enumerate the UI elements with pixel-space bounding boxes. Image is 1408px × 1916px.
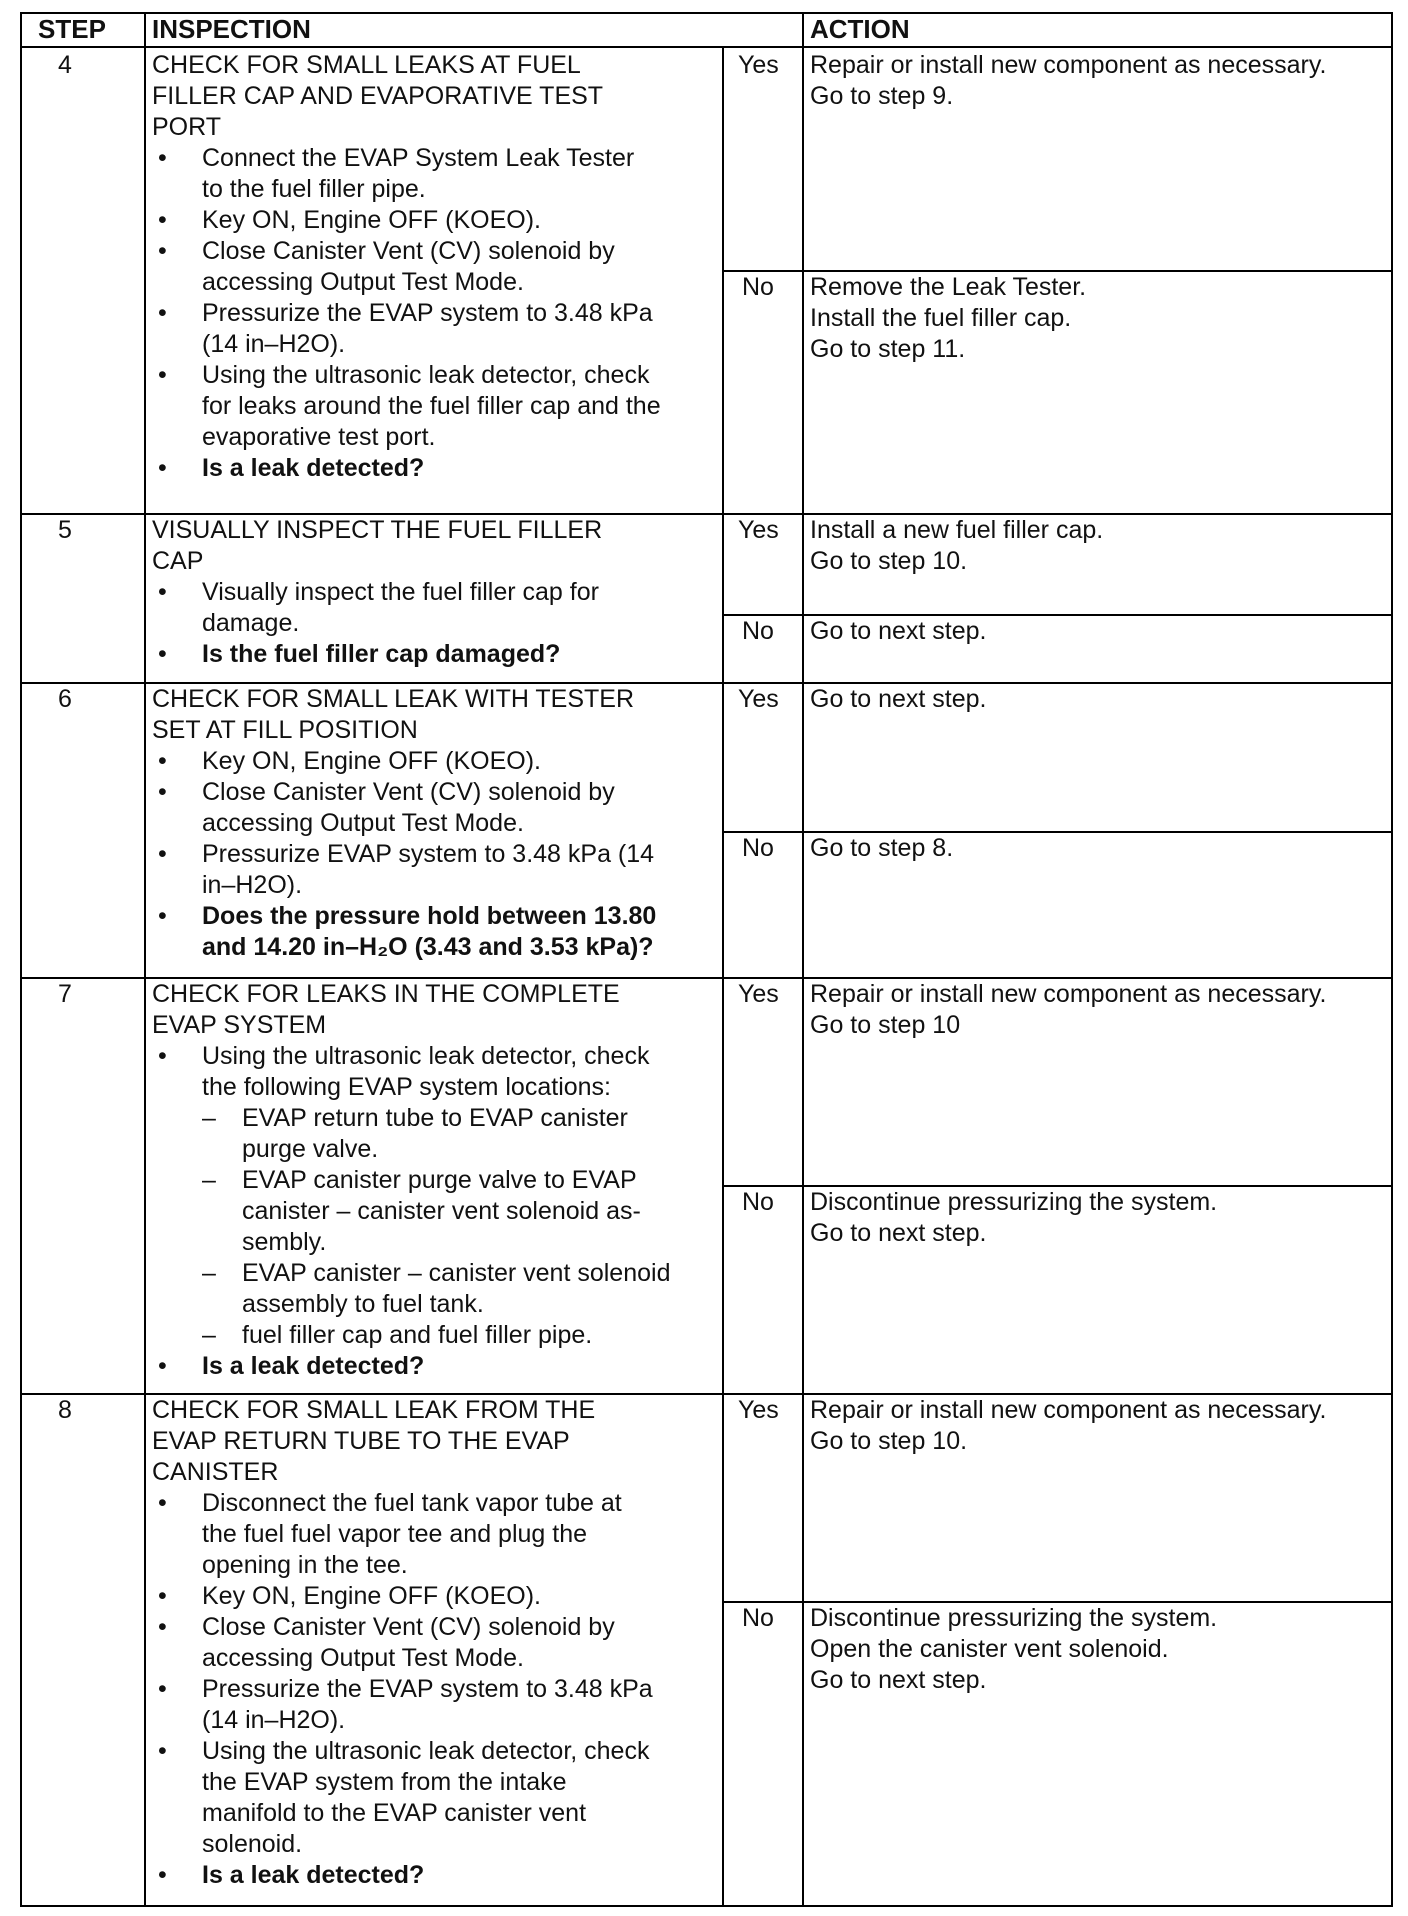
item-line: solenoid. xyxy=(202,1830,303,1858)
item-line: • Key ON, Engine OFF (KOEO). xyxy=(202,206,541,234)
yes-label: Yes xyxy=(738,51,779,79)
yes-label: Yes xyxy=(738,980,779,1008)
header-inspection: INSPECTION xyxy=(152,14,311,44)
no-action-line: Remove the Leak Tester. xyxy=(810,273,1087,301)
item-line: • Using the ultrasonic leak detector, check xyxy=(202,1042,650,1070)
item-line: accessing Output Test Mode. xyxy=(202,268,524,296)
step-title: EVAP SYSTEM xyxy=(152,1011,327,1039)
yes-label: Yes xyxy=(738,1396,779,1424)
bullet-item xyxy=(158,453,424,484)
bullet-item xyxy=(158,143,634,205)
bullet-item xyxy=(158,205,541,236)
item-line: evaporative test port. xyxy=(202,423,436,451)
bullet-item xyxy=(158,1674,653,1736)
step-number: 6 xyxy=(58,685,72,713)
item-line: and 14.20 in–H₂O (3.43 and 3.53 kPa)? xyxy=(202,933,654,961)
bullet-item xyxy=(158,901,656,963)
step-number: 7 xyxy=(58,980,72,1008)
yes-action-line: Repair or install new component as necessary. xyxy=(810,980,1327,1008)
no-label: No xyxy=(742,834,774,862)
item-line: the EVAP system from the intake xyxy=(202,1768,567,1796)
no-action-line: Go to step 11. xyxy=(810,335,966,363)
col-rule-yesno xyxy=(802,14,804,1905)
no-action-line: Go to next step. xyxy=(810,617,987,645)
item-line: – EVAP canister purge valve to EVAP xyxy=(242,1166,637,1194)
item-line: • Using the ultrasonic leak detector, check xyxy=(202,361,650,389)
yes-action-line: Repair or install new component as necessary. xyxy=(810,51,1327,79)
no-action-line: Go to next step. xyxy=(810,1666,987,1694)
yes-action-line: Go to step 10 xyxy=(810,1011,961,1039)
item-line: • Pressurize EVAP system to 3.48 kPa (14 xyxy=(202,840,655,868)
bullet-item xyxy=(158,777,615,839)
item-line: • Key ON, Engine OFF (KOEO). xyxy=(202,747,541,775)
item-line: • Is a leak detected? xyxy=(202,454,425,482)
item-line: – EVAP canister – canister vent solenoid xyxy=(242,1259,671,1287)
yes-label: Yes xyxy=(738,516,779,544)
item-line: canister – canister vent solenoid as- xyxy=(242,1197,641,1225)
item-line: • Is a leak detected? xyxy=(202,1352,425,1380)
no-action-line: Install the fuel filler cap. xyxy=(810,304,1072,332)
step-title: PORT xyxy=(152,113,221,141)
item-line: – EVAP return tube to EVAP canister xyxy=(242,1104,628,1132)
item-line: accessing Output Test Mode. xyxy=(202,1644,524,1672)
item-line: • Pressurize the EVAP system to 3.48 kPa xyxy=(202,299,653,327)
item-line: purge valve. xyxy=(242,1135,379,1163)
step-title: SET AT FILL POSITION xyxy=(152,716,418,744)
bullet-item xyxy=(158,1612,615,1674)
step-title: CANISTER xyxy=(152,1458,279,1486)
no-label: No xyxy=(742,1604,774,1632)
item-line: the fuel fuel vapor tee and plug the xyxy=(202,1520,588,1548)
sub-item xyxy=(202,1258,670,1320)
no-action-line: Discontinue pressurizing the system. xyxy=(810,1604,1218,1632)
procedure-table xyxy=(20,12,1393,1907)
item-line: • Key ON, Engine OFF (KOEO). xyxy=(202,1582,541,1610)
item-line: (14 in–H2O). xyxy=(202,330,346,358)
item-line: damage. xyxy=(202,609,300,637)
bullet-item xyxy=(158,360,661,453)
sub-item xyxy=(202,1103,628,1165)
sub-item xyxy=(202,1165,641,1258)
bullet-item xyxy=(158,1860,424,1891)
item-line: assembly to fuel tank. xyxy=(242,1290,484,1318)
item-line: for leaks around the fuel filler cap and the xyxy=(202,392,661,420)
yes-action-line: Repair or install new component as necessary. xyxy=(810,1396,1327,1424)
step-number: 5 xyxy=(58,516,72,544)
item-line: • Pressurize the EVAP system to 3.48 kPa xyxy=(202,1675,653,1703)
item-line: in–H2O). xyxy=(202,871,303,899)
no-action-line: Go to step 8. xyxy=(810,834,954,862)
bullet-item xyxy=(158,839,654,901)
header-action: ACTION xyxy=(810,14,910,44)
item-line: accessing Output Test Mode. xyxy=(202,809,524,837)
step-title: CHECK FOR SMALL LEAK WITH TESTER xyxy=(152,685,635,713)
yes-action-line: Go to next step. xyxy=(810,685,987,713)
item-line: • Is the fuel filler cap damaged? xyxy=(202,640,561,668)
no-action-line: Go to next step. xyxy=(810,1219,987,1247)
item-line: • Close Canister Vent (CV) solenoid by xyxy=(202,1613,615,1641)
item-line: • Connect the EVAP System Leak Tester xyxy=(202,144,635,172)
item-line: to the fuel filler pipe. xyxy=(202,175,426,203)
col-rule-step xyxy=(144,14,146,1905)
step-title: CHECK FOR SMALL LEAK FROM THE xyxy=(152,1396,596,1424)
yes-action-line: Install a new fuel filler cap. xyxy=(810,516,1104,544)
no-action-line: Discontinue pressurizing the system. xyxy=(810,1188,1218,1216)
header-rule xyxy=(22,46,1391,48)
yes-action-line: Go to step 10. xyxy=(810,1427,968,1455)
yes-action-line: Go to step 9. xyxy=(810,82,954,110)
item-line: • Disconnect the fuel tank vapor tube at xyxy=(202,1489,622,1517)
item-line: manifold to the EVAP canister vent xyxy=(202,1799,587,1827)
item-line: (14 in–H2O). xyxy=(202,1706,346,1734)
step-title: CHECK FOR SMALL LEAKS AT FUEL xyxy=(152,51,581,79)
item-line: • Close Canister Vent (CV) solenoid by xyxy=(202,237,615,265)
item-line: – fuel filler cap and fuel filler pipe. xyxy=(242,1321,593,1349)
bullet-item xyxy=(158,236,615,298)
item-line: • Close Canister Vent (CV) solenoid by xyxy=(202,778,615,806)
step-number: 8 xyxy=(58,1396,72,1424)
step-title: VISUALLY INSPECT THE FUEL FILLER xyxy=(152,516,603,544)
item-line: • Does the pressure hold between 13.80 xyxy=(202,902,657,930)
no-label: No xyxy=(742,1188,774,1216)
bullet-item xyxy=(158,1736,649,1860)
bullet-item xyxy=(158,1488,622,1581)
bullet-item xyxy=(158,298,653,360)
step-title: EVAP RETURN TUBE TO THE EVAP xyxy=(152,1427,570,1455)
step-title: CAP xyxy=(152,547,204,575)
item-line: the following EVAP system locations: xyxy=(202,1073,611,1101)
bullet-item xyxy=(158,746,541,777)
no-action-line: Open the canister vent solenoid. xyxy=(810,1635,1169,1663)
yes-action-line: Go to step 10. xyxy=(810,547,968,575)
bullet-item xyxy=(158,639,560,670)
bullet-item xyxy=(158,1581,541,1612)
sub-item xyxy=(202,1320,592,1351)
step-title: CHECK FOR LEAKS IN THE COMPLETE xyxy=(152,980,620,1008)
no-label: No xyxy=(742,617,774,645)
bullet-item xyxy=(158,577,599,639)
step-title: FILLER CAP AND EVAPORATIVE TEST xyxy=(152,82,604,110)
step-number: 4 xyxy=(58,51,72,79)
item-line: opening in the tee. xyxy=(202,1551,408,1579)
header-step: STEP xyxy=(38,14,106,44)
no-label: No xyxy=(742,273,774,301)
bullet-item xyxy=(158,1351,424,1382)
item-line: • Using the ultrasonic leak detector, check xyxy=(202,1737,650,1765)
bullet-item xyxy=(158,1041,649,1103)
item-line: • Is a leak detected? xyxy=(202,1861,425,1889)
item-line: • Visually inspect the fuel filler cap for xyxy=(202,578,599,606)
yes-label: Yes xyxy=(738,685,779,713)
item-line: sembly. xyxy=(242,1228,327,1256)
